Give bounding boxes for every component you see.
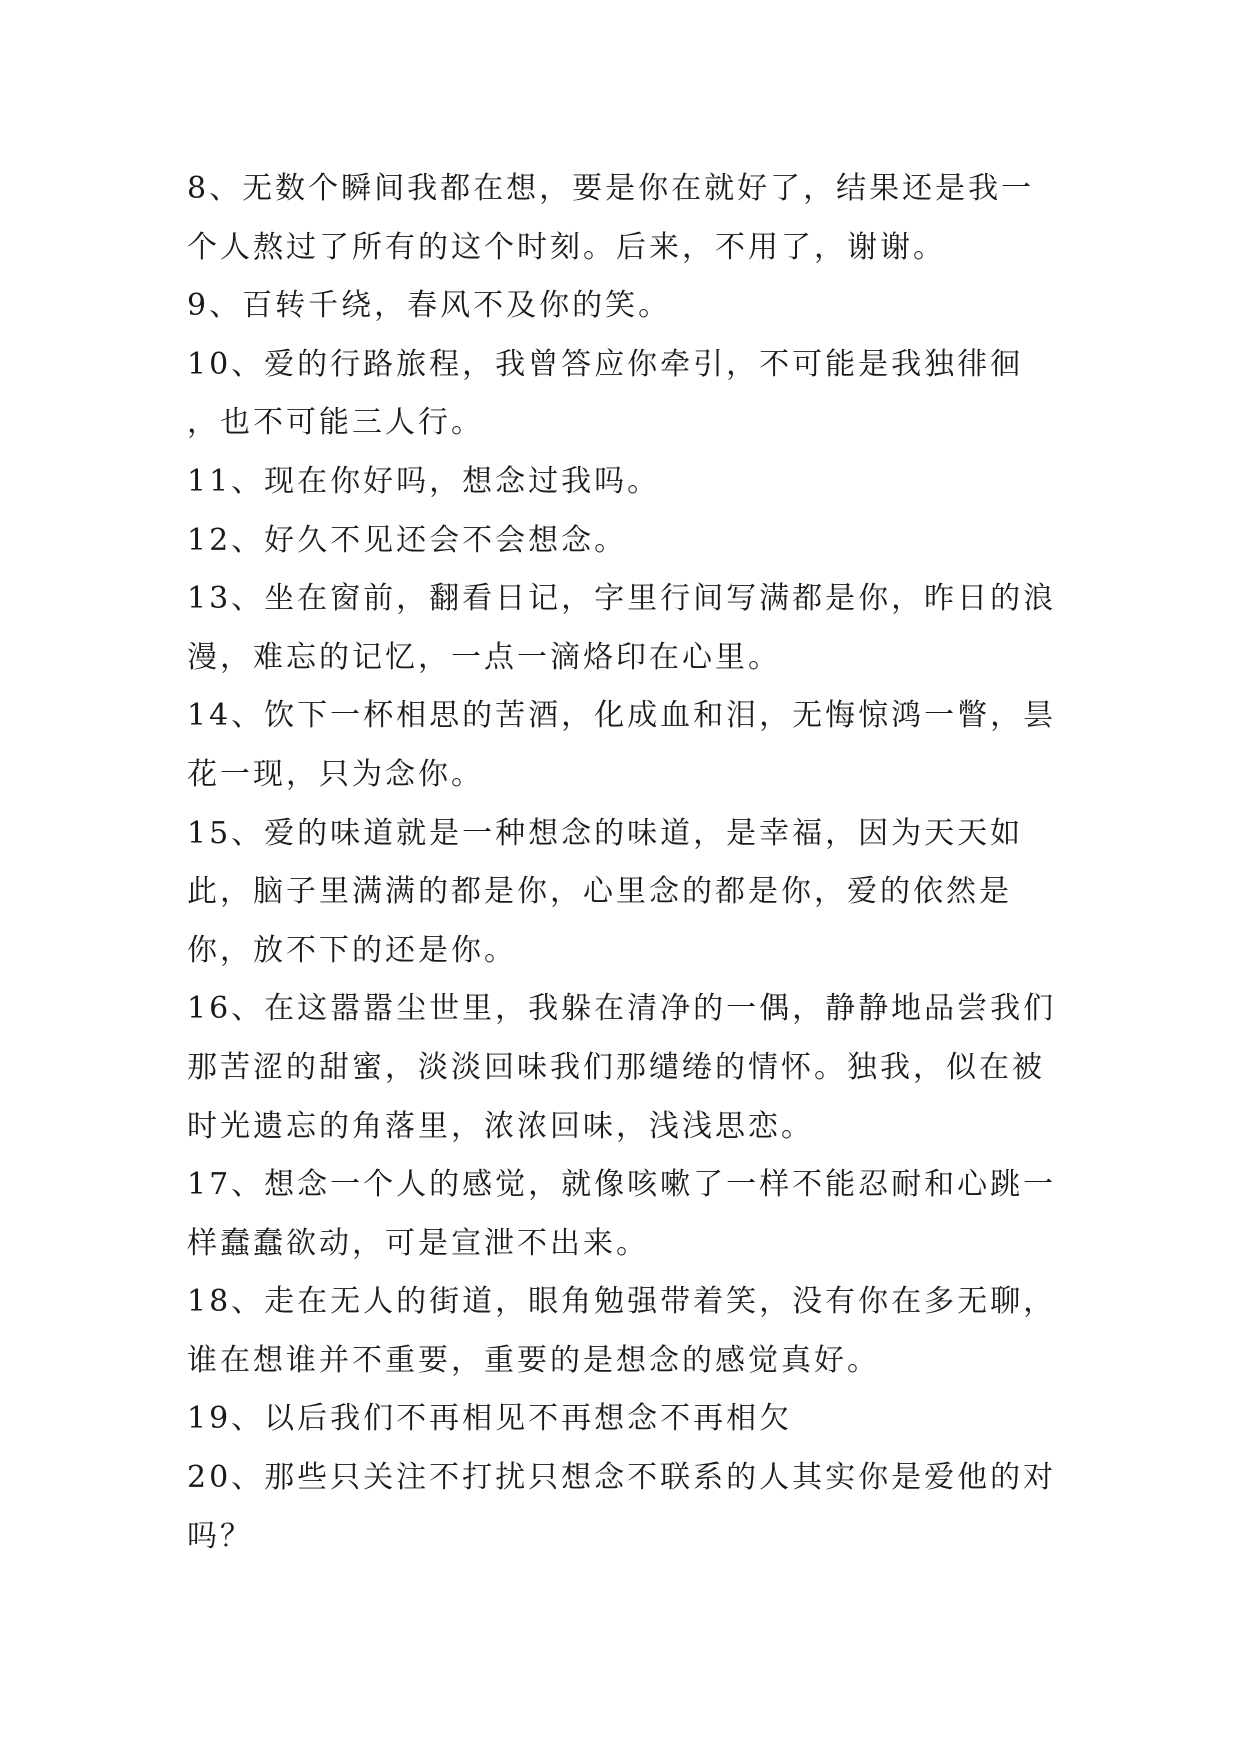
paragraph-13: 13、坐在窗前，翻看日记，字里行间写满都是你，昨日的浪漫，难忘的记忆，一点一滴烙印在心里。 [187, 581, 1057, 675]
paragraph-12: 12、好久不见还会不会想念。 [187, 522, 628, 558]
paragraph-19: 19、以后我们不再相见不再想念不再相欠 [187, 1401, 793, 1437]
paragraph-16: 16、在这嚣嚣尘世里，我躲在清净的一偶，静静地品尝我们那苦涩的甜蜜，淡淡回味我们那缱绻的情怀。独我，似在被时光遗忘的角落里，浓浓回味，浅浅思恋。 [187, 991, 1057, 1144]
paragraph-9: 9、百转千绕，春风不及你的笑。 [187, 288, 672, 324]
paragraph-20: 20、那些只关注不打扰只想念不联系的人其实你是爱他的对吗？ [187, 1460, 1057, 1554]
paragraph-18: 18、走在无人的街道，眼角勉强带着笑，没有你在多无聊，谁在想谁并不重要，重要的是想念的感觉真好。 [187, 1284, 1057, 1378]
document-body [187, 160, 1057, 1566]
paragraph-11: 11、现在你好吗，想念过我吗。 [187, 463, 661, 499]
paragraph-15: 15、爱的味道就是一种想念的味道，是幸福，因为天天如此，脑子里满满的都是你，心里念的都是你，爱的依然是你，放不下的还是你。 [187, 815, 1024, 968]
paragraph-17: 17、想念一个人的感觉，就像咳嗽了一样不能忍耐和心跳一样蠢蠢欲动，可是宣泄不出来。 [187, 1167, 1057, 1261]
paragraph-10: 10、爱的行路旅程，我曾答应你牵引，不可能是我独徘徊 ，也不可能三人行。 [187, 346, 1036, 441]
paragraph-14: 14、饮下一杯相思的苦酒，化成血和泪，无悔惊鸿一瞥，昙花一现，只为念你。 [187, 698, 1057, 792]
paragraph-8: 8、无数个瞬间我都在想，要是你在就好了，结果还是我一个人熬过了所有的这个时刻。后来，不用了，谢谢。 [187, 171, 1035, 265]
